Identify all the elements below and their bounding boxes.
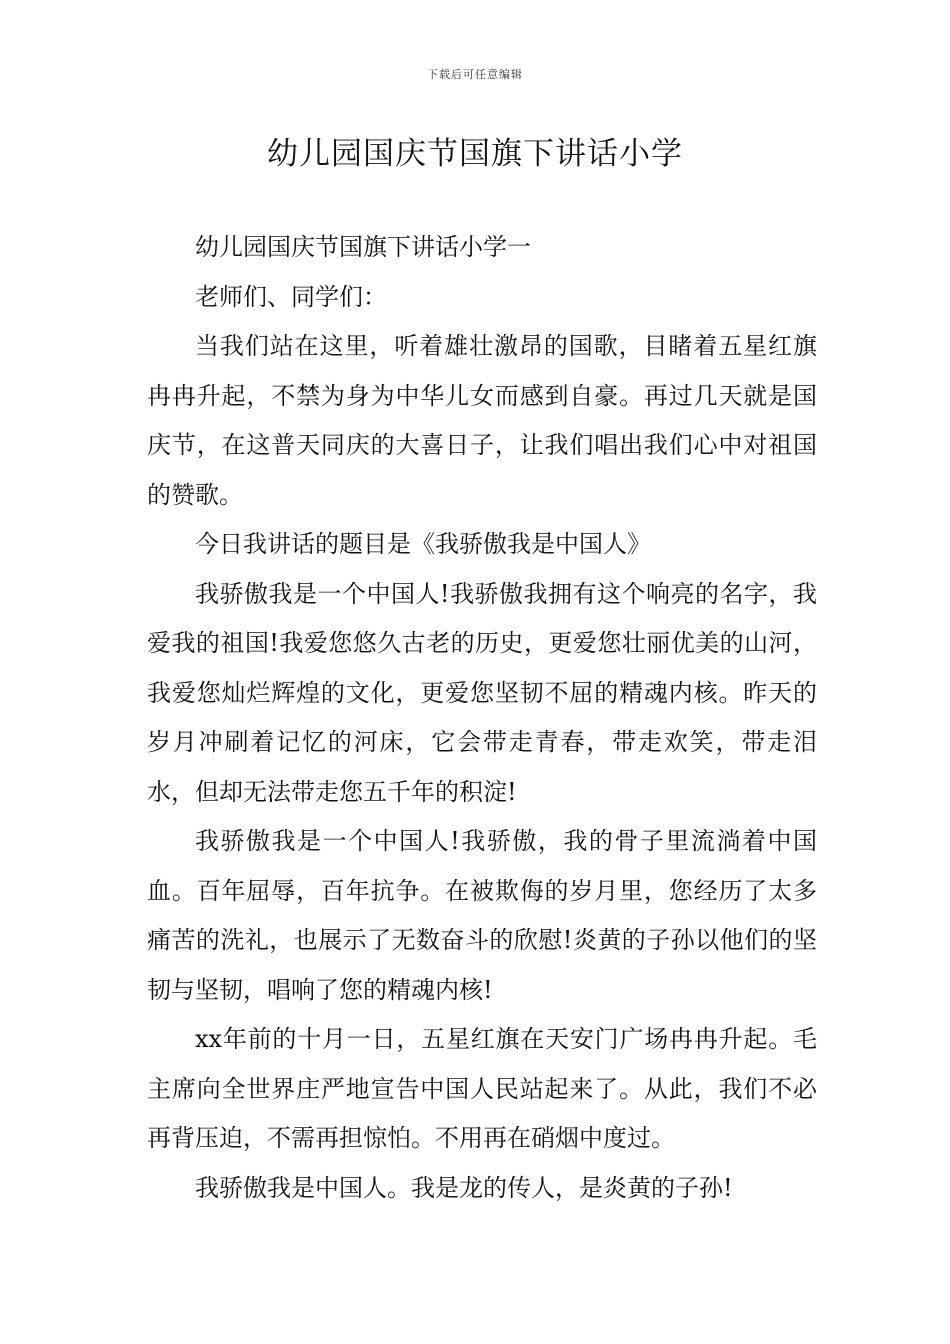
paragraph: 当我们站在这里，听着雄壮激昂的国歌，目睹着五星红旗冉冉升起，不禁为身为中华儿女而感到自豪。再过几天就是国庆节，在这普天同庆的大喜日子，让我们唱出我们心中对祖国的赞歌。 [147, 332, 817, 509]
paragraph-topic: 今日我讲话的题目是《我骄傲我是中国人》 [195, 530, 651, 558]
paragraph: xx年前的十月一日，五星红旗在天安门广场冉冉升起。毛主席向全世界庄严地宣告中国人民站起来了。从此，我们不必再背压迫，不需再担惊怕。不用再在硝烟中度过。 [147, 1025, 817, 1152]
paragraph: 我骄傲我是一个中国人!我骄傲我拥有这个响亮的名字，我爱我的祖国!我爱您悠久古老的历史，更爱您壮丽优美的山河，我爱您灿烂辉煌的文化，更爱您坚韧不屈的精魂内核。昨天的岁月冲刷着记忆的河床，它会带走青春，带走欢笑，带走泪水，但却无法带走您五千年的积淀! [147, 579, 817, 806]
header-note: 下载后可任意编辑 [427, 68, 523, 81]
paragraph: 我骄傲我是一个中国人!我骄傲，我的骨子里流淌着中国血。百年屈辱，百年抗争。在被欺侮的岁月里，您经历了太多痛苦的洗礼，也展示了无数奋斗的欣慰!炎黄的子孙以他们的坚韧与坚韧，唱响了您的精魂内核! [147, 827, 817, 1004]
paragraph-salutation: 老师们、同学们： [195, 282, 387, 311]
paragraph: 我骄傲我是中国人。我是龙的传人，是炎黄的子孙! [195, 1173, 733, 1202]
document-body [147, 223, 817, 1213]
paragraph-subtitle: 幼儿园国庆节国旗下讲话小学一 [195, 233, 531, 261]
document-title: 幼儿园国庆节国旗下讲话小学 [267, 136, 683, 172]
